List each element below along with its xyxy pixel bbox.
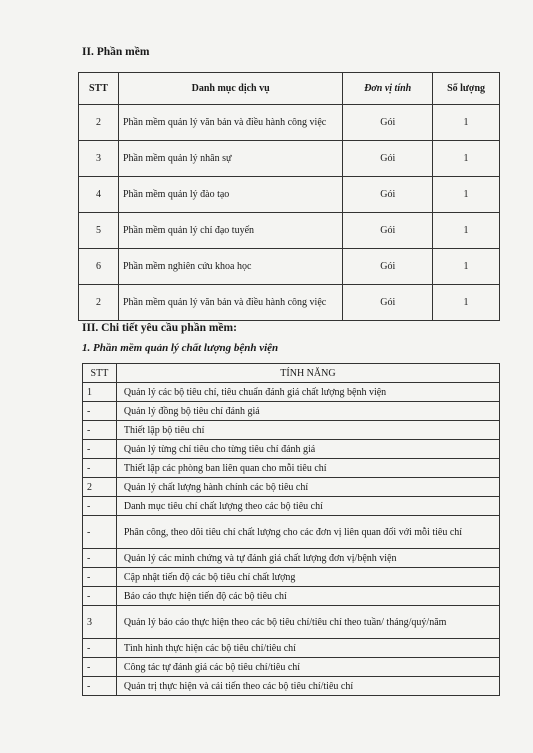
- cell-service: Phần mềm quản lý văn bản và điều hành công việc: [118, 285, 342, 321]
- table-row: [83, 383, 500, 402]
- cell-stt: 2: [79, 105, 119, 141]
- software-table: [78, 72, 500, 321]
- cell-feature: Quản lý các minh chứng và tự đánh giá chất lượng đơn vị/bệnh viện: [116, 549, 499, 568]
- cell-quantity: 1: [433, 249, 500, 285]
- cell-stt: 4: [79, 177, 119, 213]
- cell-stt: -: [83, 516, 117, 549]
- cell-stt: -: [83, 440, 117, 459]
- cell-stt: -: [83, 568, 117, 587]
- cell-stt: -: [83, 658, 117, 677]
- table-row: [79, 105, 500, 141]
- table-row: [79, 177, 500, 213]
- table-row: [83, 549, 500, 568]
- cell-unit: Gói: [343, 105, 433, 141]
- cell-feature: Công tác tự đánh giá các bộ tiêu chí/tiêu chí: [116, 658, 499, 677]
- header-stt: STT: [79, 73, 119, 105]
- cell-unit: Gói: [343, 213, 433, 249]
- table-row: [83, 516, 500, 549]
- cell-unit: Gói: [343, 285, 433, 321]
- subsection-title: 1. Phần mềm quản lý chất lượng bệnh viện: [82, 342, 279, 354]
- cell-stt: 1: [83, 383, 117, 402]
- table-row: [83, 677, 500, 696]
- cell-unit: Gói: [343, 177, 433, 213]
- cell-feature: Quản lý các bộ tiêu chí, tiêu chuẩn đánh giá chất lượng bệnh viện: [116, 383, 499, 402]
- header-stt: STT: [83, 364, 117, 383]
- table-row: [83, 497, 500, 516]
- cell-stt: 5: [79, 213, 119, 249]
- table-header-row: [79, 73, 500, 105]
- table-row: [83, 440, 500, 459]
- cell-stt: -: [83, 639, 117, 658]
- cell-service: Phần mềm quản lý đào tạo: [118, 177, 342, 213]
- cell-quantity: 1: [433, 213, 500, 249]
- cell-stt: -: [83, 459, 117, 478]
- cell-feature: Thiết lập các phòng ban liên quan cho mỗi tiêu chí: [116, 459, 499, 478]
- cell-feature: Quản trị thực hiện và cải tiến theo các bộ tiêu chí/tiêu chí: [116, 677, 499, 696]
- cell-service: Phần mềm quản lý chỉ đạo tuyến: [118, 213, 342, 249]
- cell-feature: Quản lý đồng bộ tiêu chí đánh giá: [116, 402, 499, 421]
- cell-stt: 3: [79, 141, 119, 177]
- cell-service: Phần mềm nghiên cứu khoa học: [118, 249, 342, 285]
- cell-stt: -: [83, 677, 117, 696]
- table-row: [83, 587, 500, 606]
- table-row: [83, 421, 500, 440]
- cell-feature: Cập nhật tiến độ các bộ tiêu chí chất lượng: [116, 568, 499, 587]
- table-row: [83, 459, 500, 478]
- table-row: [79, 285, 500, 321]
- cell-stt: 6: [79, 249, 119, 285]
- header-unit: Đơn vị tính: [343, 73, 433, 105]
- cell-quantity: 1: [433, 105, 500, 141]
- table-row: [83, 478, 500, 497]
- cell-feature: Tình hình thực hiện các bộ tiêu chí/tiêu chí: [116, 639, 499, 658]
- cell-unit: Gói: [343, 249, 433, 285]
- cell-service: Phần mềm quản lý nhân sự: [118, 141, 342, 177]
- cell-feature: Danh mục tiêu chí chất lượng theo các bộ tiêu chí: [116, 497, 499, 516]
- cell-quantity: 1: [433, 141, 500, 177]
- section-title-requirements: III. Chi tiết yêu cầu phần mềm:: [82, 322, 237, 334]
- cell-feature: Quản lý chất lượng hành chính các bộ tiêu chí: [116, 478, 499, 497]
- cell-stt: -: [83, 549, 117, 568]
- cell-stt: -: [83, 402, 117, 421]
- table-row: [83, 639, 500, 658]
- cell-feature: Quản lý báo cáo thực hiện theo các bộ tiêu chí/tiêu chí theo tuần/ tháng/quý/năm: [116, 606, 499, 639]
- cell-unit: Gói: [343, 141, 433, 177]
- table-row: [83, 658, 500, 677]
- table-row: [79, 213, 500, 249]
- table-row: [83, 568, 500, 587]
- table-row: [79, 249, 500, 285]
- cell-stt: -: [83, 587, 117, 606]
- cell-stt: 3: [83, 606, 117, 639]
- table-row: [83, 606, 500, 639]
- feature-table: [82, 363, 500, 696]
- cell-stt: 2: [83, 478, 117, 497]
- cell-feature: Thiết lập bộ tiêu chí: [116, 421, 499, 440]
- cell-quantity: 1: [433, 177, 500, 213]
- table-row: [79, 141, 500, 177]
- cell-quantity: 1: [433, 285, 500, 321]
- table-header-row: [83, 364, 500, 383]
- cell-service: Phần mềm quản lý văn bản và điều hành công việc: [118, 105, 342, 141]
- table-row: [83, 402, 500, 421]
- cell-stt: -: [83, 421, 117, 440]
- header-quantity: Số lượng: [433, 73, 500, 105]
- header-feature: TÍNH NĂNG: [116, 364, 499, 383]
- cell-stt: -: [83, 497, 117, 516]
- cell-feature: Báo cáo thực hiện tiến độ các bộ tiêu chí: [116, 587, 499, 606]
- cell-feature: Quản lý từng chỉ tiêu cho từng tiêu chí đánh giá: [116, 440, 499, 459]
- section-title-software: II. Phần mềm: [82, 46, 150, 58]
- cell-stt: 2: [79, 285, 119, 321]
- header-service: Danh mục dịch vụ: [118, 73, 342, 105]
- cell-feature: Phân công, theo dõi tiêu chí chất lượng cho các đơn vị liên quan đối với mỗi tiêu chí: [116, 516, 499, 549]
